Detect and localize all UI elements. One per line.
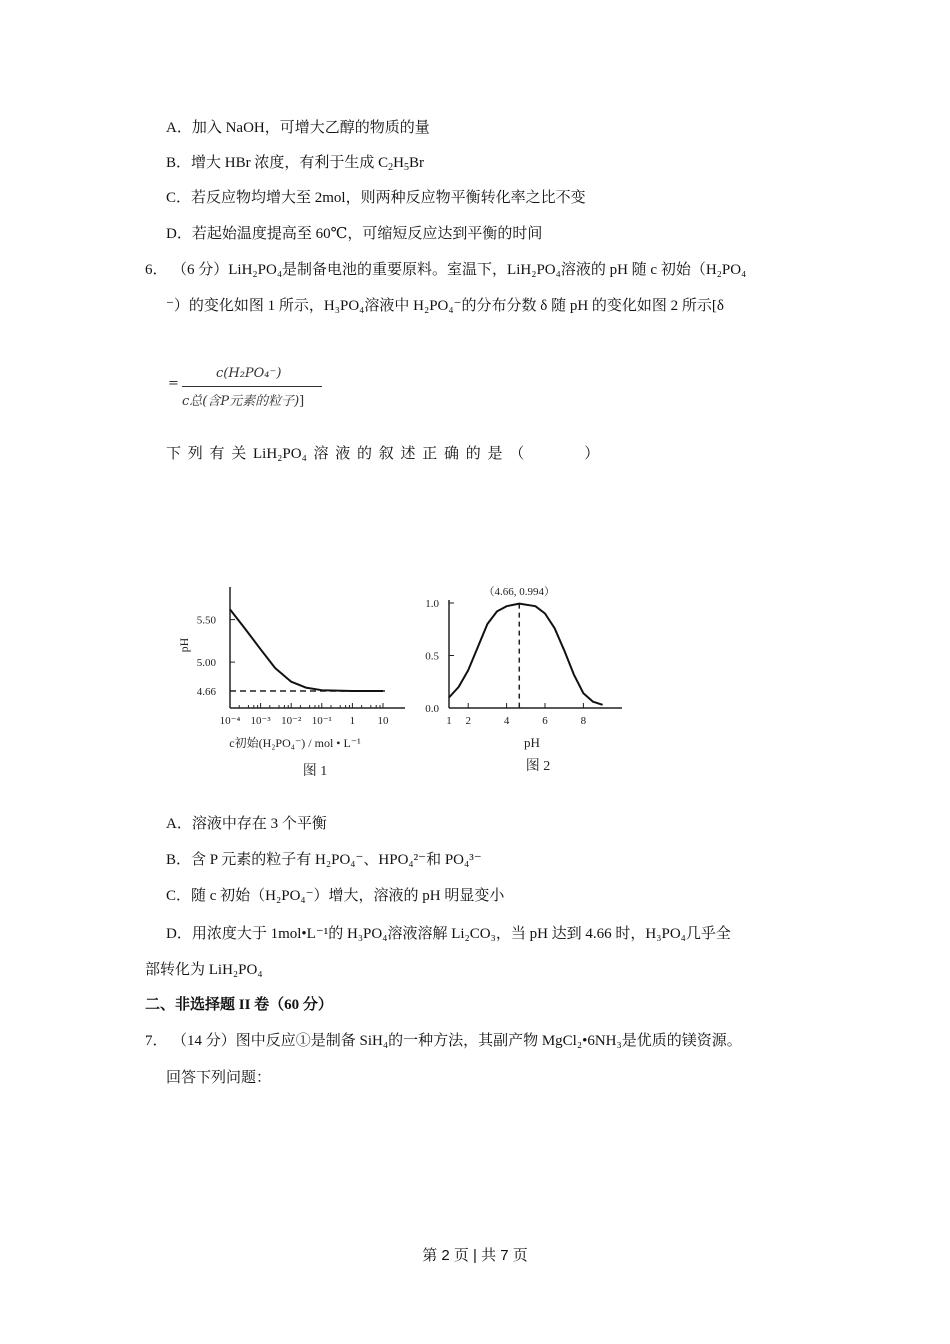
q6-line-2: ⁻）的变化如图 1 所示，H₃PO₄溶液中 H₂PO₄⁻的分布分数 δ 随 pH 的变化如图 2 所示[δ xyxy=(166,298,724,314)
delta-curve xyxy=(449,604,603,705)
y-tick-label: 5.50 xyxy=(196,614,216,627)
q5-option-a: A．加入 NaOH，可增大乙醇的物质的量 xyxy=(166,120,430,136)
figures xyxy=(160,575,640,785)
q7-number: 7． xyxy=(145,1033,168,1049)
q6-line-1: （6 分）LiH₂PO₄是制备电池的重要原料。室温下，LiH₂PO₄溶液的 pH 随 c 初始（H₂PO₄ xyxy=(172,262,747,278)
equals-sign: = xyxy=(168,376,179,391)
y-tick-label: 0.0 xyxy=(425,703,439,715)
subscript: 5 xyxy=(403,162,409,173)
x-tick-label: 10 xyxy=(377,715,389,727)
x-axis-label: c初始(H₂PO₄⁻) / mol • L⁻¹ xyxy=(229,736,361,750)
peak-annotation: （4.66, 0.994） xyxy=(483,586,556,598)
formula-numerator: c(H₂PO₄⁻) xyxy=(216,366,282,381)
x-tick-label: 10⁻⁴ xyxy=(219,715,241,727)
q6-number: 6． xyxy=(145,262,168,278)
x-tick-label: 4 xyxy=(503,715,510,727)
q5-option-b-text: B．增大 HBr 浓度，有利于生成 C xyxy=(166,155,389,171)
y-tick-label: 1.0 xyxy=(425,598,439,610)
q6-option-a: A．溶液中存在 3 个平衡 xyxy=(166,816,327,832)
y-axis-label: pH xyxy=(177,637,191,653)
y-tick-label: 5.00 xyxy=(196,657,216,670)
bracket-close: ] xyxy=(299,394,305,409)
q6-option-d-line-2: 部转化为 LiH₂PO₄ xyxy=(145,962,263,978)
q6-option-c: C．随 c 初始（H₂PO₄⁻）增大，溶液的 pH 明显变小 xyxy=(166,888,505,904)
figure-2 xyxy=(425,585,622,774)
figure-2-caption: 图 2 xyxy=(525,759,551,774)
fraction-bar xyxy=(182,386,322,387)
x-axis-label: pH xyxy=(524,735,540,750)
subscript: 2 xyxy=(388,162,394,173)
figure-1-caption: 图 1 xyxy=(302,764,328,779)
q6-stem: 下 列 有 关 LiH₂PO₄ 溶 液 的 叙 述 正 确 的 是 （ ） xyxy=(166,446,600,462)
y-tick-label: 4.66 xyxy=(196,686,216,698)
y-tick-label: 0.5 xyxy=(425,650,439,663)
x-tick-label: 2 xyxy=(465,715,471,727)
x-tick-label: 10⁻³ xyxy=(250,715,271,727)
q6-option-b: B．含 P 元素的粒子有 H₂PO₄⁻、HPO₄²⁻和 PO₄³⁻ xyxy=(166,852,482,868)
ph-curve xyxy=(230,609,383,691)
x-tick-label: 1 xyxy=(446,715,452,727)
section-heading: 二、非选择题 II 卷（60 分） xyxy=(145,997,333,1013)
q7-line-1: （14 分）图中反应①是制备 SiH₄的一种方法，其副产物 MgCl₂•6NH₃是优质的镁资源。 xyxy=(172,1033,742,1049)
q5-option-b-text: Br xyxy=(408,155,424,171)
page-footer: 第 2 页 | 共 7 页 xyxy=(422,1247,528,1264)
q5-option-c: C．若反应物均增大至 2mol，则两种反应物平衡转化率之比不变 xyxy=(166,190,586,206)
x-tick-label: 6 xyxy=(542,715,548,727)
q5-option-b xyxy=(166,153,424,173)
q5-option-b-text: H xyxy=(393,155,404,171)
q6-option-d-line-1: D．用浓度大于 1mol•L⁻¹的 H₃PO₄溶液溶解 Li₂CO₃，当 pH 达到 4.66 时，H₃PO₄几乎全 xyxy=(166,926,731,942)
q7-line-2: 回答下列问题： xyxy=(166,1070,272,1086)
formula-denominator-text: c总(含P元素的粒子) xyxy=(182,394,300,409)
x-tick-label: 10⁻² xyxy=(281,715,302,727)
figure-1 xyxy=(177,587,405,779)
x-tick-label: 8 xyxy=(580,715,587,727)
formula-denominator xyxy=(182,390,304,409)
x-tick-label: 10⁻¹ xyxy=(311,715,332,727)
x-tick-label: 1 xyxy=(349,715,356,727)
q5-option-d: D．若起始温度提高至 60℃，可缩短反应达到平衡的时间 xyxy=(166,226,543,242)
